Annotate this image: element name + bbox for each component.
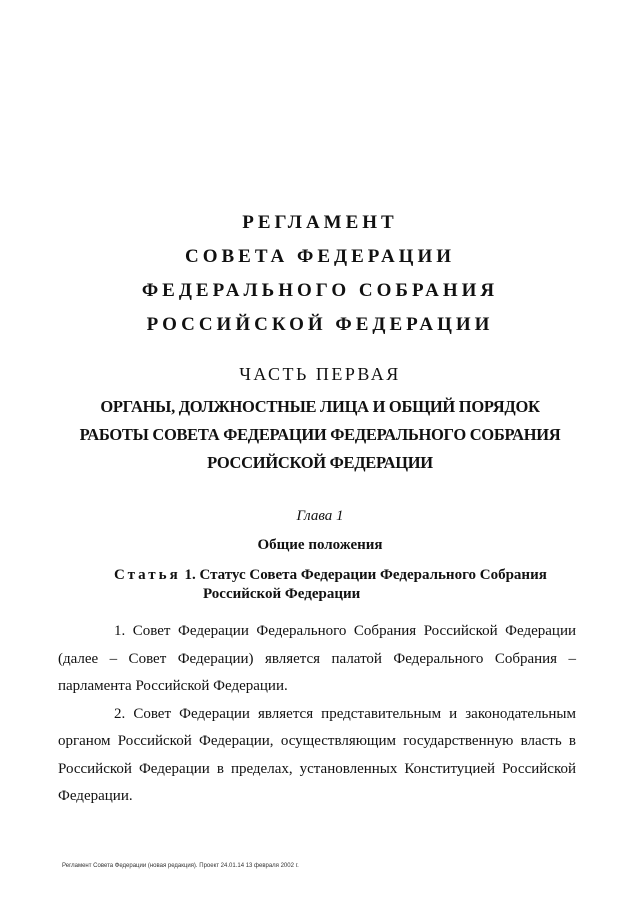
part-title xyxy=(0,393,640,477)
paragraph: 1. Совет Федерации Федерального Собрания Российской Федерации (далее – Совет Федерации) является палатой Федерального Собрания – парламента Российской Федерации. xyxy=(58,623,576,694)
chapter-title: Общие положения xyxy=(257,537,383,553)
paragraph: 2. Совет Федерации является представительным и законодательным органом Российской Федерации, осуществляющим государственную власть в Российской Федерации в пределах, установленных Конституцией Российской Федерации. xyxy=(58,705,576,804)
part-title-line: ОРГАНЫ, ДОЛЖНОСТНЫЕ ЛИЦА И ОБЩИЙ ПОРЯДОК xyxy=(100,397,540,416)
title-line: РОССИЙСКОЙ ФЕДЕРАЦИИ xyxy=(146,314,494,335)
article-heading-line1: 1. Статус Совета Федерации Федерального Собрания xyxy=(184,567,547,583)
part-title-line: РОССИЙСКОЙ ФЕДЕРАЦИИ xyxy=(207,453,433,472)
page-footer: Регламент Совета Федерации (новая редакция). Проект 24.01.14 13 февраля 2002 г. xyxy=(62,863,299,869)
part-title-line: РАБОТЫ СОВЕТА ФЕДЕРАЦИИ ФЕДЕРАЛЬНОГО СОБРАНИЯ xyxy=(79,425,561,444)
article-body xyxy=(58,618,576,811)
title-line: ФЕДЕРАЛЬНОГО СОБРАНИЯ xyxy=(141,280,499,301)
chapter-label: Глава 1 xyxy=(296,508,344,524)
title-line: СОВЕТА ФЕДЕРАЦИИ xyxy=(184,246,455,267)
article-heading xyxy=(114,566,594,604)
title-line: РЕГЛАМЕНТ xyxy=(242,212,398,233)
article-prefix: Статья xyxy=(114,567,181,583)
part-label: ЧАСТЬ ПЕРВАЯ xyxy=(239,364,401,384)
article-heading-line2: Российской Федерации xyxy=(203,586,361,602)
document-title xyxy=(0,206,640,342)
